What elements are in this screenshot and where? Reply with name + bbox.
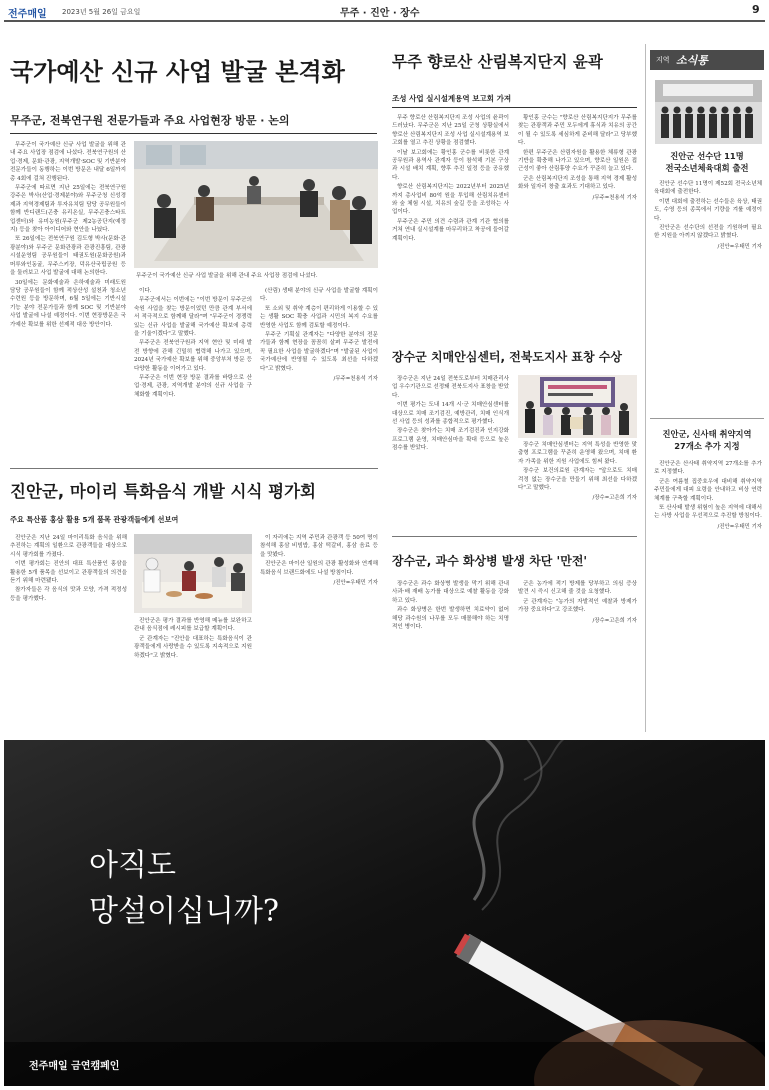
- sidebar-news-divider: [650, 418, 764, 419]
- article4-col3: 이 자리에는 지역 주민과 관광객 등 50여 명이 참석해 홍삼 비빔밥, 홍삼 떡갈비, 홍삼 음료 등을 맛봤다. 진안군은 마이산 일원의 관광 활성화와 연계해 특화음식 브랜드화에도 나설 방침이다. /진안=우태민 기자: [260, 535, 378, 587]
- sidebar-header-label: 지역: [656, 56, 670, 64]
- page-number: 9: [752, 3, 760, 16]
- article4-photo: [134, 534, 252, 613]
- article4-subtitle: 주요 특산품 홍삼 활용 5개 품목 관광객들에게 선보여: [10, 515, 179, 524]
- article5-byline: /장수=고은희 기자: [592, 617, 637, 624]
- article4-title: 진안군, 마이리 특화음식 개발 시식 평가회: [10, 482, 316, 501]
- banner-line2: 망설이십니까?: [89, 894, 279, 929]
- article1-byline: /무주=천용석 기자: [333, 376, 378, 383]
- sidebar-header-title: 소식통: [676, 54, 708, 67]
- sidebar-photo: [655, 80, 762, 144]
- masthead-rule: [4, 20, 765, 22]
- article4-col1: 진안군은 지난 24일 마이리특화 음식을 위해 추진하는 계획의 일환으로 관광객들을 대상으로 시식 평가회를 가졌다. 이번 평가회는 진안의 대표 특산품인 홍삼을 활용한 5개 품목을 선보이고 관광객들의 의견을 듣기 위해 마련됐다. 참가자들은 각 음식의 맛과 모양, 가격 적정성 등을 평가했다.: [10, 535, 127, 602]
- sidebar-divider: [645, 44, 646, 732]
- tasting-photo-illustration: [134, 534, 252, 613]
- article5-col1: 장수군은 과수 화상병 발생을 막기 위해 관내 사과·배 재배 농가를 대상으로 예찰 활동을 강화하고 있다. 과수 화상병은 한번 발생하면 치료약이 없어 해당 과수원의 나무를 모두 매몰해야 하는 치명적인 병이다.: [392, 581, 509, 631]
- masthead: [0, 0, 769, 22]
- article2-rule: [392, 107, 637, 108]
- article5-title: 장수군, 과수 화상병 발생 차단 '만전': [392, 554, 588, 568]
- sidebar-news1-body: 진안군 선수단 11명이 제52회 전국소년체육대회에 출전한다. 이번 대회에 출전하는 선수들은 육상, 태권도, 수영 등의 종목에서 기량을 겨룰 예정이다. 진안군은 선수단의 선전을 기원하며 필요한 지원을 아끼지 않겠다고 밝혔다. /진안=우태민 기자: [654, 181, 762, 250]
- article2-col2: 황인홍 군수는 "향로산 산림복지단지가 무주를 찾는 관광객과 주민 모두에게 휴식과 치유의 공간이 될 수 있도록 세심하게 준비해 달라"고 당부했다. 한편 무주군은 산림자원을 활용한 체류형 관광 기반을 확충해 나가고 있으며, 향로산 일원은 접근성이 좋아 산림휴양 수요가 꾸준히 늘고 있다. 군은 산림복지단지 조성을 통해 지역 경제 활성화와 일자리 창출 효과도 기대하고 있다. /무주=천용석 기자: [518, 115, 637, 201]
- article2-title: 무주 향로산 산림복지단지 윤곽: [392, 53, 603, 71]
- issue-date: 2023년 5월 26일 금요일: [62, 8, 141, 16]
- article1-photo: [134, 141, 378, 268]
- article3-col2: 장수군 치매안심센터는 지역 특성을 반영한 맞춤형 프로그램을 꾸준히 운영해 왔으며, 치매 환자 가족을 위한 지원 사업에도 힘써 왔다. 장수군 보건의료원 관계자는 "앞으로도 치매 걱정 없는 장수군을 만들기 위해 최선을 다하겠다"고 말했다. /장수=고은희 기자: [518, 442, 637, 502]
- article3-title: 장수군 치매안심센터, 전북도지사 표창 수상: [392, 350, 622, 364]
- banner-footer: 전주매일 금연캠페인: [29, 1061, 120, 1072]
- article1-rule: [10, 133, 377, 134]
- paper-name: 전주매일: [8, 9, 47, 20]
- article1-photo-caption: 무주군이 국가예산 신규 사업 발굴을 위해 관내 주요 사업장 점검에 나섰다.: [136, 273, 318, 279]
- article4-top-rule: [10, 468, 378, 469]
- sidebar-news2-title: 진안군, 신사태 취약지역 27개소 추가 지정: [662, 429, 752, 451]
- article1-subtitle: 무주군, 전북연구원 전문가들과 주요 사업현장 방문 · 논의: [10, 114, 290, 127]
- sidebar-news1-title: 진안군 선수단 11명 전국소년체육대회 출전: [665, 151, 749, 173]
- article2-subtitle: 조성 사업 실시설계용역 보고회 가져: [392, 94, 512, 103]
- no-smoking-banner: [4, 740, 765, 1086]
- meeting-photo-illustration: [134, 141, 378, 268]
- article3-photo: [518, 375, 637, 438]
- sidebar-news2-byline: /진안=우태민 기자: [717, 523, 762, 530]
- section-name: 무주 · 진안 · 장수: [340, 8, 420, 19]
- article1-col3: (산림) 생태 분야의 신규 사업을 발굴할 계획이다. 또 소외 및 취약 계층이 편리하게 이용할 수 있는 생활 SOC 확충 사업과 시민의 복지 수요를 반영한 사업도 함께 검토할 예정이다. 무주군 기획실 관계자는 "다양한 분야의 전문가들과 함께 현장을 꼼꼼히 살펴 무주군 발전에 꼭 필요한 사업을 발굴하겠다"며 "발굴된 사업이 국가예산에 반영될 수 있도록 최선을 다하겠다"고 밝혔다. /무주=천용석 기자: [260, 288, 378, 383]
- article2-col1: 무주 향로산 산림복지단지 조성 사업의 윤곽이 드러났다. 무주군은 지난 25일 군청 상황실에서 향로산 산림복지단지 조성 사업 실시설계용역 보고회를 열고 추진 상황을 점검했다. 이날 보고회에는 황인홍 군수를 비롯한 관계 공무원과 용역사 관계자 등이 참석해 기본 구상과 시설 배치 계획, 향후 추진 일정 등을 공유했다. 향로산 산림복지단지는 2022년부터 2025년까지 총사업비 80억 원을 투입해 산림치유센터와 숲 체험 시설, 치유의 숲길 등을 조성하는 사업이다. 무주군은 주민 의견 수렴과 관계 기관 협의를 거쳐 연내 실시설계를 마무리하고 착공에 들어갈 계획이다.: [392, 115, 509, 242]
- article3-col1: 장수군은 지난 24일 전북도로부터 치매관리사업 우수기관으로 선정돼 전북도지사 표창을 받았다. 이번 평가는 도내 14개 시·군 치매안심센터를 대상으로 치매 조기검진, 예방관리, 치매 인식개선 사업 등의 성과를 종합적으로 평가했다. 장수군은 찾아가는 치매 조기검진과 인지강화 프로그램 운영, 치매안심마을 확대 등으로 높은 점수를 받았다.: [392, 376, 509, 452]
- article3-byline: /장수=고은희 기자: [592, 495, 637, 502]
- article4-col2: 진안군은 평가 결과를 반영해 메뉴를 보완하고 관내 음식점에 레시피를 보급할 계획이다. 군 관계자는 "진안을 대표하는 특화음식이 관광객들에게 사랑받을 수 있도록 지속적으로 지원하겠다"고 밝혔다.: [134, 618, 252, 659]
- article1-col1: 무주군이 국가예산 신규 사업 발굴을 위해 관내 주요 사업장 점검에 나섰다. 전북연구원의 산업·경제, 문화·관광, 지역개발·SOC 및 기반분야 전문가들이 동행하는 이번 방문은 내달 6일까지 총 4회에 걸쳐 진행된다. 무주군에 따르면 지난 25일에는 전북연구원 강주은 박사(산업·경제분야)와 무주군청 신성경제과 지역경제팀과 투자유치팀 담당 공무원들이 함께 반디랜드(곤충 유리온실, 무주곤충스타트업센터)와 유미농원(무주군 제2농공단지(예정지) 등을 찾아 아이디어와 현안을 나눴다. 또 26일에는 전북연구원 김도형 박사(문화·관광분야)와 무주군 문화관광과 관광진흥팀, 관광시설운영팀 공무원들이 태권도원(문화공원)과 머루와인동굴, 무주스키장, 덕유산국립공원 등을 둘러보고 사업 발굴에 대해 논의한다. 30일에는 문화예술과 은하예술과 미래도원 담당 공무원들이 함께 적상산성 설천과 청소년수련원 등을 방문하며, 6월 5일에는 기반시설 기능 분야 전문가들과 함께 SOC 및 기반분야 사업 발굴에 나설 예정이다. 이번 현장방문은 국가예산 확보를 위한 선제적 대응 방안이다.: [10, 142, 126, 328]
- banner-line1: 아직도: [89, 848, 176, 883]
- sidebar-header: [650, 50, 764, 70]
- banner-footer-bar: [4, 1042, 765, 1086]
- sidebar-news2-body: 진안군은 산사태 취약지역 27개소를 추가로 지정했다. 군은 여름철 집중호우에 대비해 취약지역 주민들에게 대피 요령을 안내하고 비상 연락 체계를 구축할 계획이다. 또 산사태 발생 위험이 높은 지역에 대해서는 사방 사업을 우선적으로 추진할 방침이다. /진안=우태민 기자: [654, 461, 762, 530]
- article1-col2: 이다. 무주군에서는 이번에는 "이번 방문이 무주군의 숙원 사업을 찾는 방문이었던 만큼 관계 부서에서 적극적으로 함께해 달라"며 "무주군이 경쟁력 있는 신규 사업을 발굴해 국가예산 확보에 총력을 기울이겠다"고 말했다. 무주군은 전북연구원과 지역 현안 및 미래 발전 방향에 관해 긴밀히 협력해 나가고 있으며, 2024년 국가예산 확보를 위해 중앙부처 방문 등 다양한 활동을 이어가고 있다. 무주군은 이번 현장 방문 결과를 바탕으로 산업·경제, 관광, 지역개발 분야의 신규 사업을 구체화할 계획이다.: [134, 288, 252, 398]
- award-photo-illustration: [518, 375, 637, 438]
- article2-byline: /무주=천용석 기자: [592, 194, 637, 201]
- article1-title: 국가예산 신규 사업 발굴 본격화: [10, 58, 345, 86]
- article5-top-rule: [392, 536, 637, 537]
- article5-col2: 군은 농가에 적기 방제를 당부하고 의심 증상 발견 시 즉시 신고해 줄 것을 요청했다. 군 관계자는 "농가의 자발적인 예찰과 방제가 가장 중요하다"고 강조했다. /장수=고은희 기자: [518, 581, 637, 624]
- team-photo-illustration: [655, 80, 762, 144]
- article4-byline: /진안=우태민 기자: [333, 580, 378, 587]
- sidebar-news1-byline: /진안=우태민 기자: [717, 243, 762, 250]
